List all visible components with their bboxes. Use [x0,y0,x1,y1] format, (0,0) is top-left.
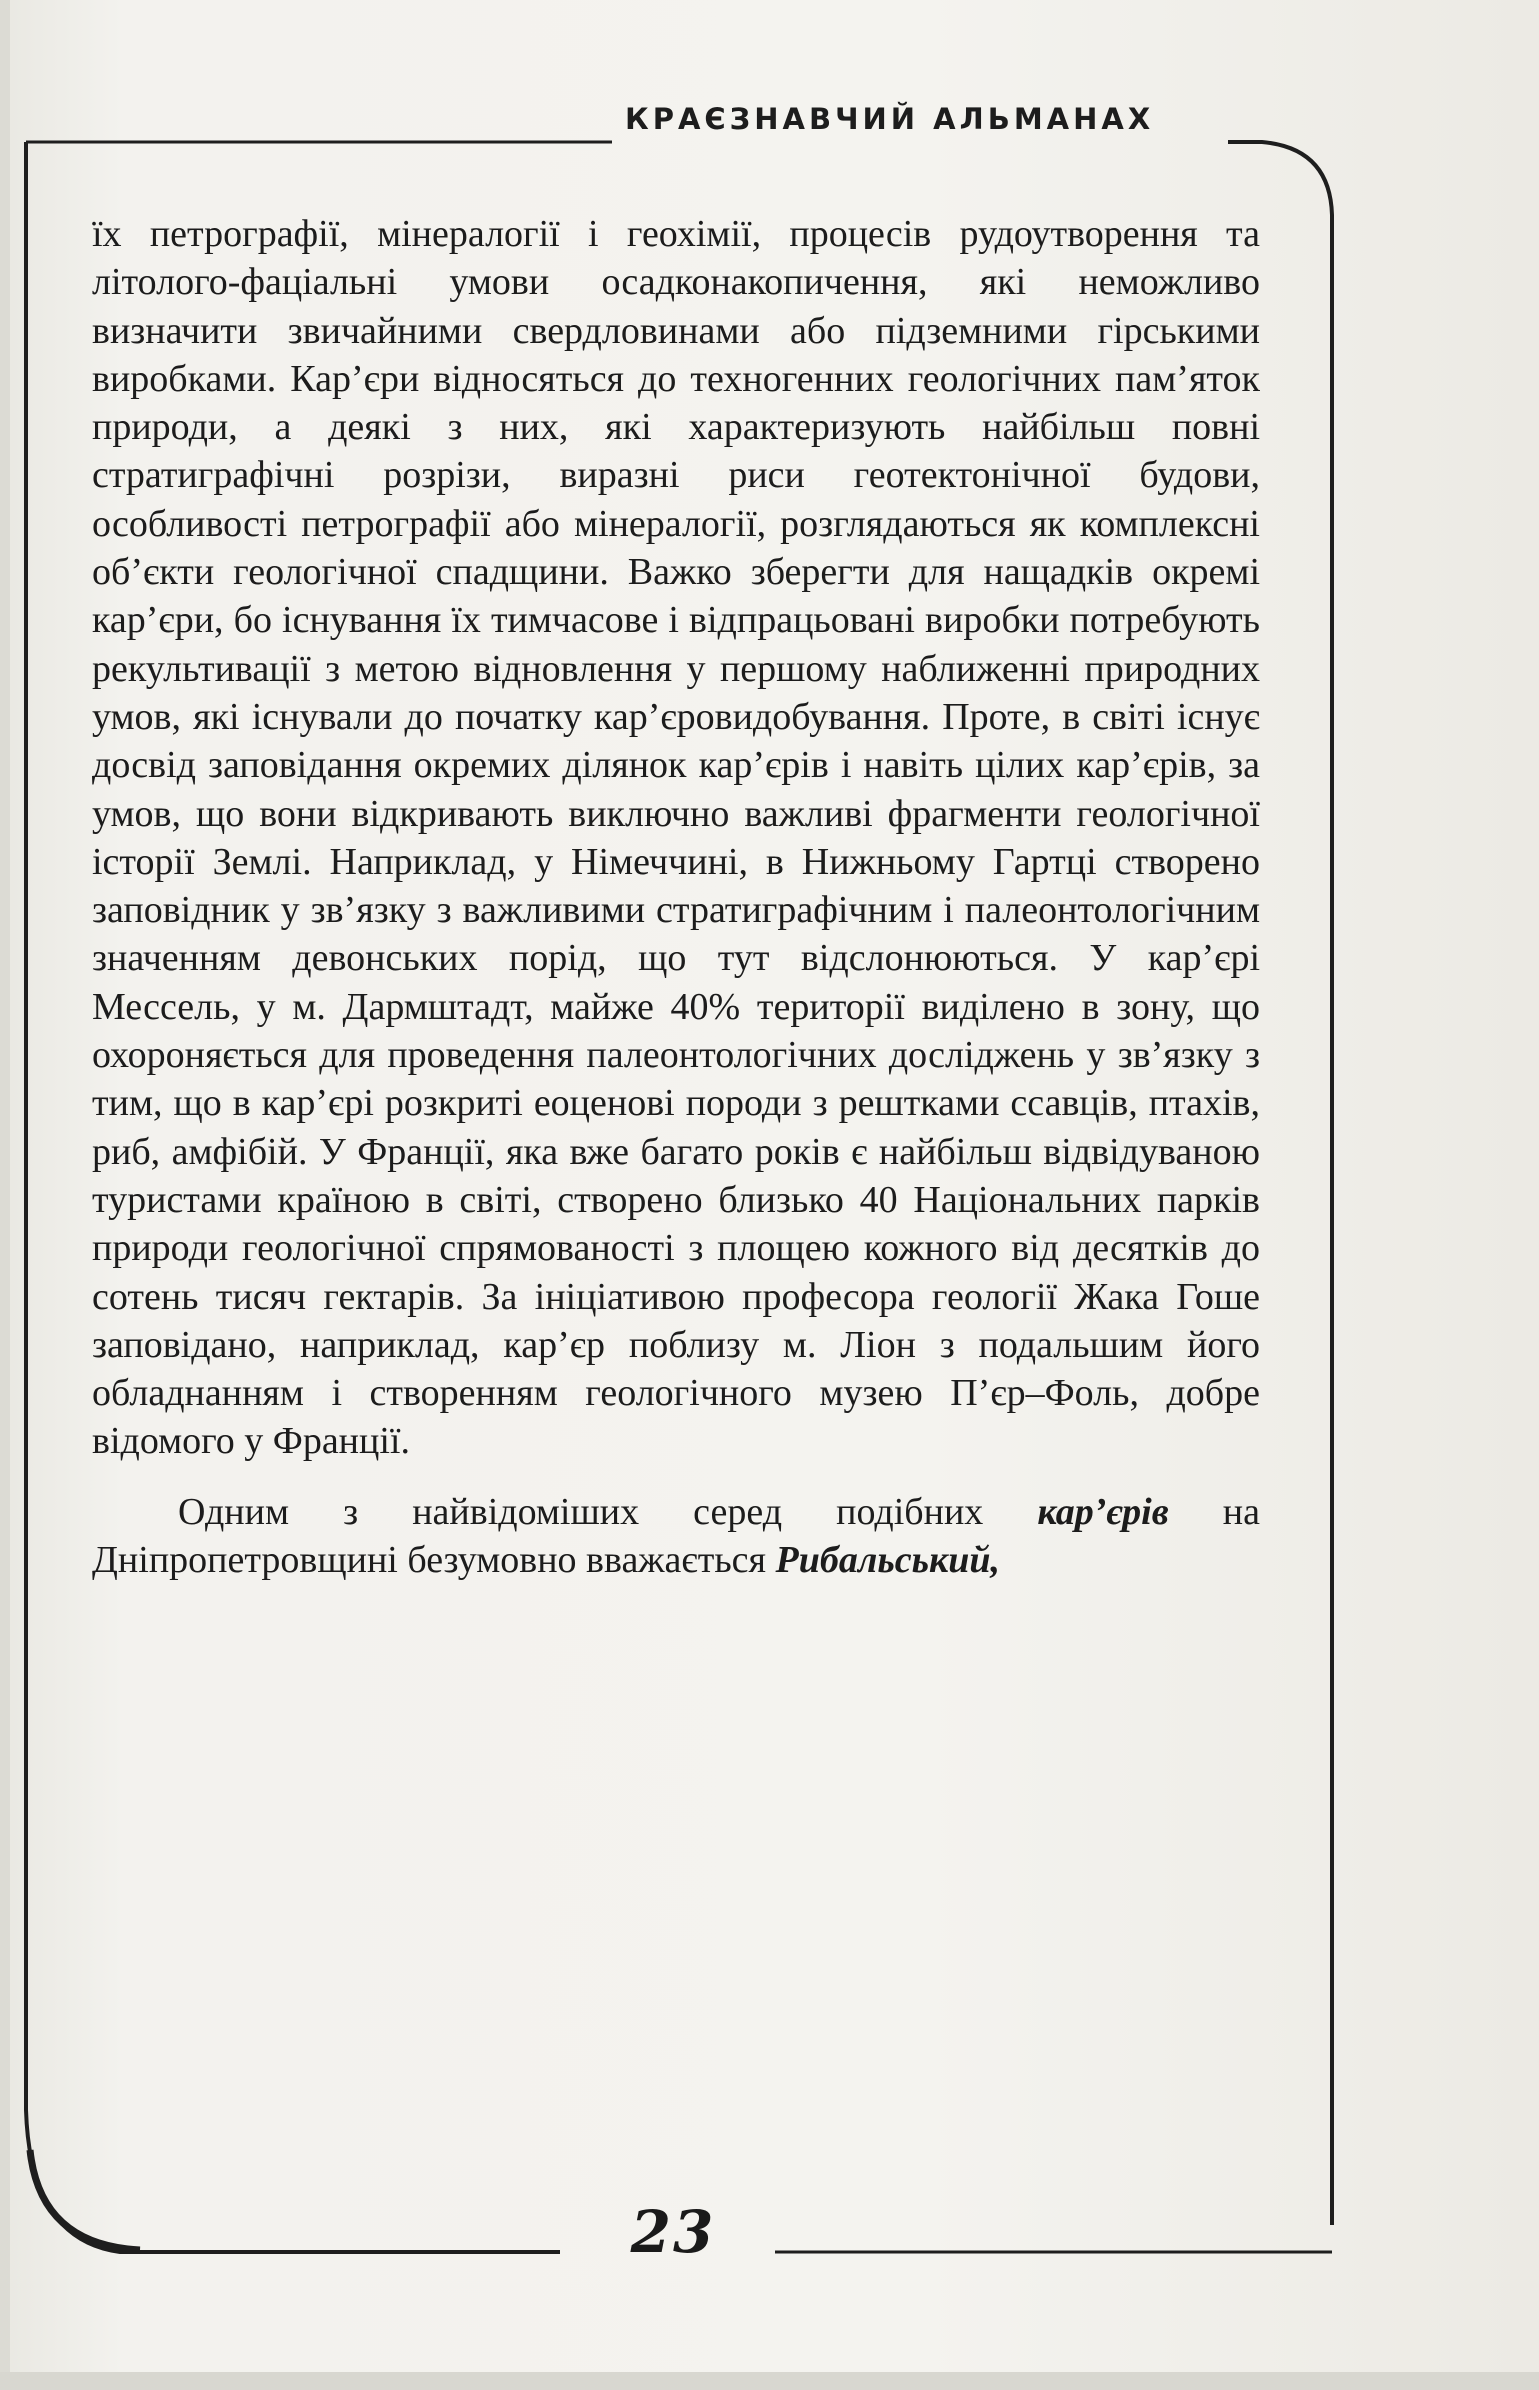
body-text [92,210,1260,2090]
paragraph-1: їх петрографії, мінералогії і геохімії, процесів рудоутворення та літолого-фаціальні умови осадконакопичення, які неможливо визначити звичайними свердловинами або підземними гірськими виробками. Кар’єри відносяться до техногенних геологічних пам’яток природи, а деякі з них, які характеризують найбільш повні стратиграфічні розрізи, виразні риси геотектонічної будови, особливості петрографії або мінералогії, розглядаються як комплексні об’єкти геологічної спадщини. Важко зберегти для нащадків окремі кар’єри, бо існування їх тимчасове і відпрацьовані виробки потребують рекультивації з метою відновлення у першому наближенні природних умов, які існували до початку кар’єровидобування. Проте, в світі існує досвід заповідання окремих ділянок кар’єрів і навіть цілих кар’єрів, за умов, що вони відкривають виключно важливі фрагменти геологічної історії Землі. Наприклад, у Німеччині, в Нижньому Гартці створено заповідник у зв’язку з важливими стратиграфічним і палеонтологічним значенням девонських порід, що тут відслонюються. У кар’єрі Мессель, у м. Дармштадт, майже 40% території виділено в зону, що охороняється для проведення палеонтологічних досліджень у зв’язку з тим, що в кар’єрі розкриті еоценові породи з рештками ссавців, птахів, риб, амфібій. У Франції, яка вже багато років є найбільш відвідуваною туристами країною в світі, створено близько 40 Національних парків природи геологічної спрямованості з площею кожного від десятків до сотень тисяч гектарів. За ініціативою професора геології Жака Гоше заповідано, наприклад, кар’єр поблизу м. Ліон з подальшим його обладнанням і створенням геологічного музею П’єр–Фоль, добре відомого у Франції. [92,213,1260,1463]
frame-corner-swoosh [30,2150,140,2250]
paragraph-2 [92,1488,1260,1585]
paragraph-2-start: Одним з найвідоміших серед подібних [178,1490,1038,1533]
paragraph-2-mid: на Дніпропетровщині безумовно вважається [92,1490,1261,1582]
running-header: КРАЄЗНАВЧИЙ АЛЬМАНАХ [625,102,1155,136]
emphasis-kariery: кар’єрів [1037,1490,1169,1533]
page-bottom-edge [0,2372,1539,2390]
page-number: 23 [630,2198,716,2266]
emphasis-rybalskyi: Рибальський, [775,1539,1000,1582]
